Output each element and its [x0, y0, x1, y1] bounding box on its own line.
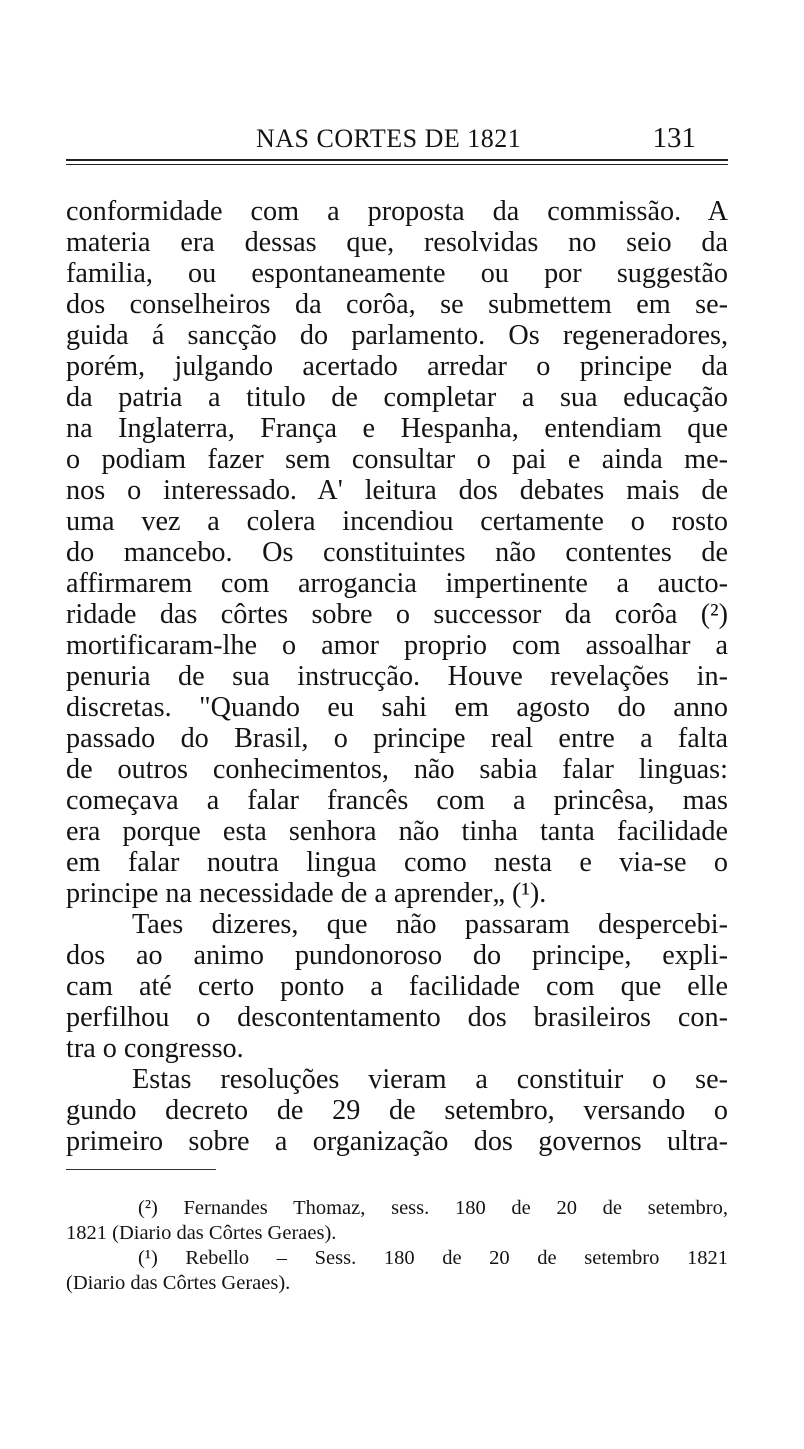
running-header: [66, 124, 728, 160]
text-line: ridade das côrtes sobre o successor da corôa (²): [66, 599, 728, 630]
text-line: em falar noutra lingua como nesta e via-se o: [66, 847, 728, 878]
text-line: materia era dessas que, resolvidas no seio da: [66, 227, 728, 258]
text-line: da patria a titulo de completar a sua educação: [66, 382, 728, 413]
footnote-line: (²) Fernandes Thomaz, sess. 180 de 20 de setembro,: [138, 1197, 728, 1219]
text-line: porém, julgando acertado arredar o principe da: [66, 351, 728, 382]
text-line: perfilhou o descontentamento dos brasileiros con-: [66, 1002, 728, 1033]
text-line: familia, ou espontaneamente ou por suggestão: [66, 258, 728, 289]
text-line: discretas. "Quando eu sahi em agosto do anno: [66, 692, 728, 723]
header-rule: [66, 159, 728, 161]
text-line: primeiro sobre a organização dos governos ultra-: [66, 1126, 728, 1157]
text-line: do mancebo. Os constituintes não contentes de: [66, 537, 728, 568]
text-line: era porque esta senhora não tinha tanta facilidade: [66, 816, 728, 847]
text-line: dos conselheiros da corôa, se submettem em se-: [66, 289, 728, 320]
text-line: nos o interessado. A' leitura dos debates mais de: [66, 475, 728, 506]
running-title: NAS CORTES DE 1821: [256, 124, 522, 153]
text-line: dos ao animo pundonoroso do principe, expli-: [66, 940, 728, 971]
text-line: cam até certo ponto a facilidade com que elle: [66, 971, 728, 1002]
footnote-line: (Diario das Côrtes Geraes).: [66, 1272, 291, 1294]
body-text: [66, 196, 728, 1157]
text-line: Estas resoluções vieram a constituir o se-: [132, 1064, 728, 1095]
text-line: gundo decreto de 29 de setembro, versando o: [66, 1095, 728, 1126]
text-line: passado do Brasil, o principe real entre a falta: [66, 723, 728, 754]
text-line: principe na necessidade de a aprender„ (¹).: [66, 878, 547, 909]
text-line: penuria de sua instrucção. Houve revelações in-: [66, 661, 728, 692]
footnote-separator: [66, 1169, 216, 1170]
text-line: começava a falar francês com a princêsa, mas: [66, 785, 728, 816]
text-line: tra o congresso.: [66, 1033, 244, 1064]
page-number: 131: [652, 122, 696, 154]
footnote-line: (¹) Rebello – Sess. 180 de 20 de setembro 1821: [138, 1247, 728, 1269]
text-line: Taes dizeres, que não passaram despercebi-: [132, 909, 728, 940]
footnote-line: 1821 (Diario das Côrtes Geraes).: [66, 1222, 337, 1244]
text-line: conformidade com a proposta da commissão. A: [66, 196, 728, 227]
footnotes: [66, 1196, 728, 1296]
text-line: affirmarem com arrogancia impertinente a aucto-: [66, 568, 728, 599]
text-line: guida á sancção do parlamento. Os regeneradores,: [66, 320, 728, 351]
text-line: na Inglaterra, França e Hespanha, entendiam que: [66, 413, 728, 444]
text-line: o podiam fazer sem consultar o pai e ainda me-: [66, 444, 728, 475]
text-line: de outros conhecimentos, não sabia falar linguas:: [66, 754, 728, 785]
text-line: uma vez a colera incendiou certamente o rosto: [66, 506, 728, 537]
header-rule-thin: [66, 164, 728, 165]
text-line: mortificaram-lhe o amor proprio com assoalhar a: [66, 630, 728, 661]
